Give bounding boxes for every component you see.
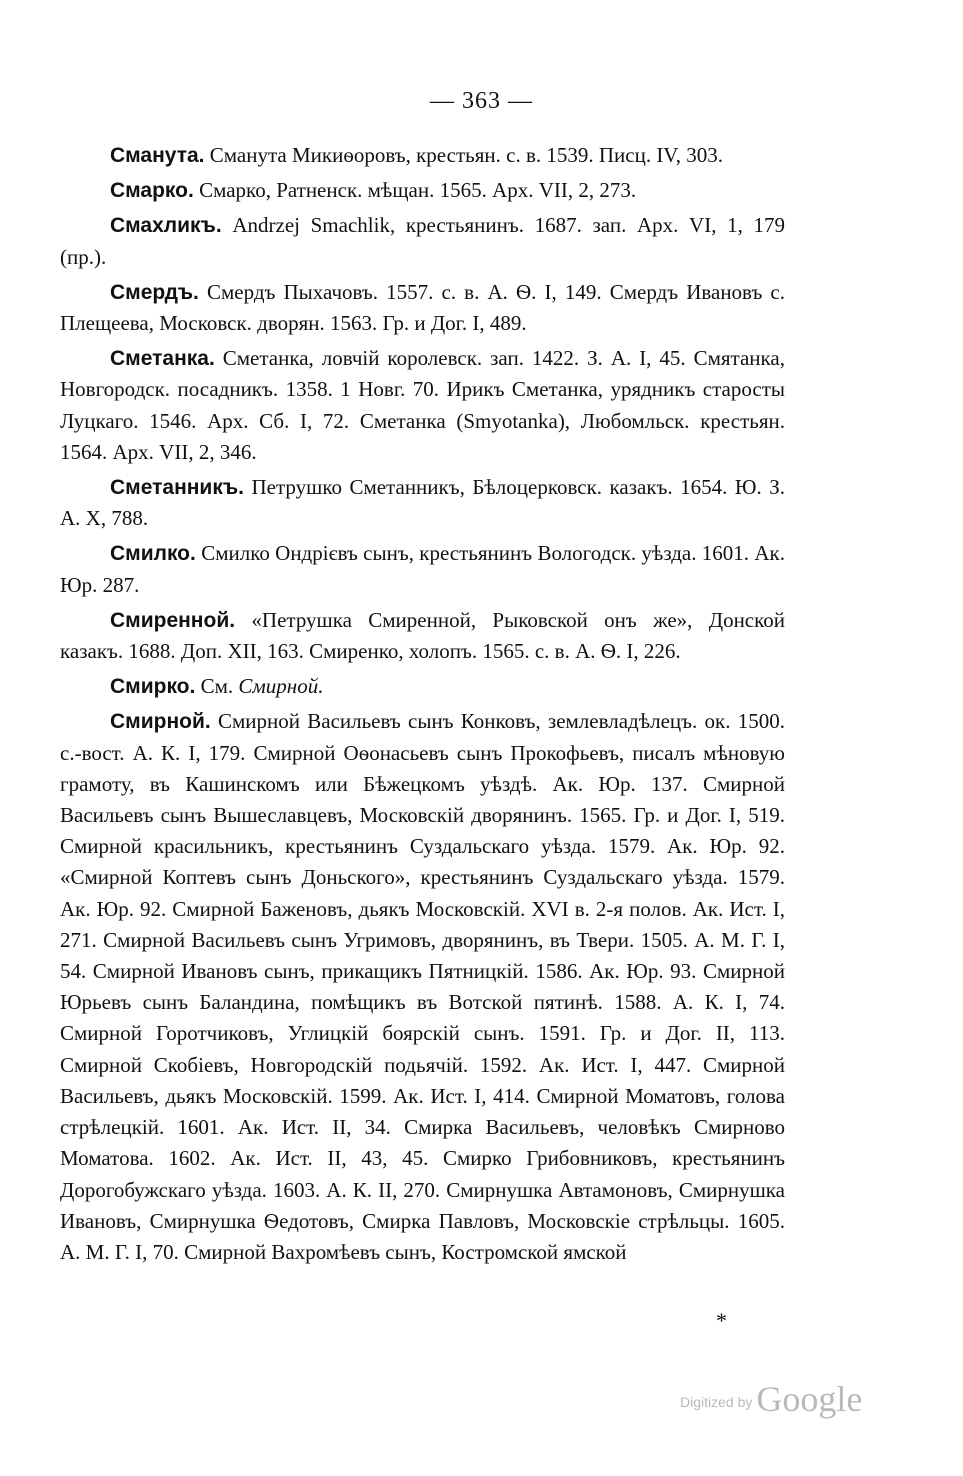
entry-text: Смирной Васильевъ сынъ Конковъ, землевладѣлецъ. ок. 1500. с.-вост. А. К. I, 179. Смирной Оѳонасьевъ сынъ Прокофьевъ, писалъ мѣновую грамоту, въ Кашинскомъ или Бѣжецкомъ уѣздѣ. Ак. Юр. 137. Смирной Васильевъ сынъ Вышеславцевъ, Московскій дворянинъ. 1565. Гр. и Дог. I, 519. Смирной красильникъ, крестьянинъ Суздальскаго уѣзда. 1579. Ак. Юр. 92. «Смирной Коптевъ сынъ Доньского», крестьянинъ Суздальскаго уѣзда. 1579. Ак. Юр. 92. Смирной Баженовъ, дьякъ Московскій. XVI в. 2-я полов. Ак. Ист. I, 271. Смирной Васильевъ сынъ Угримовъ, дворянинъ, въ Твери. 1505. А. М. Г. I, 54. Смирной Ивановъ сынъ, прикащикъ Пятницкій. 1586. Ак. Юр. 93. Смирной Юрьевъ сынъ Баландина, помѣщикъ въ Вотской пятинѣ. 1588. А. К. I, 74. Смирной Горотчиковъ, Углицкій боярскій сынъ. 1591. Гр. и Дог. II, 113. Смирной Скобіевъ, Новгородскій подьячій. 1592. Ак. Ист. I, 447. Смирной Васильевъ, дьякъ Московскій. 1599. Ак. Ист. I, 414. Смирной Моматовъ, голова стрѣлецкій. 1601. Ак. Ист. II, 34. Смирка Васильевъ, человѣкъ Смирново Моматова. 1602. Ак. Ист. II, 43, 45. Смирко Грибовниковъ, крестьянинъ Дорогобужскаго уѣзда. 1603. А. К. II, 270. Смирнушка Автамоновъ, Смирнушка Ивановъ, Смирнушка Ѳедотовъ, Смирка Павловъ, Московскіе стрѣльцы. 1605. А. М. Г. I, 70. Смирной Вахромѣевъ сынъ, Костромской ямской <box>60 709 785 1264</box>
entry-smakhlik <box>60 210 785 272</box>
entry-smirnoy <box>60 706 785 1268</box>
entry-headword: Смарко. <box>110 179 194 203</box>
entry-text: Сманута Микиѳоровъ, крестьян. с. в. 1539. Писц. IV, 303. <box>209 143 724 167</box>
entry-headword: Сманута. <box>110 144 205 167</box>
entry-headword: Смирной. <box>110 710 211 734</box>
entry-smilko <box>60 538 785 600</box>
entry-smetannik <box>60 472 785 534</box>
entry-headword: Смирко. <box>110 675 196 699</box>
page-number: — 363 — <box>430 88 533 114</box>
entry-text: См. <box>200 674 234 699</box>
entry-smetanka <box>60 343 785 468</box>
entry-text: Сметанка, ловчій королевск. зап. 1422. З. А. I, 45. Смятанка, Новгородск. посадникъ. 1358. 1 Новг. 70. Ирикъ Сметанка, урядникъ старосты Луцкаго. 1546. Арх. Сб. I, 72. Сметанка (Smyotanka), Любомльск. крестьян. 1564. Арх. VII, 2, 346. <box>60 346 785 464</box>
entry-headword: Смахликъ. <box>110 214 222 238</box>
entry-smerd <box>60 277 785 339</box>
digitized-watermark <box>680 1378 862 1420</box>
entry-smarko <box>60 175 785 206</box>
dictionary-text <box>60 140 785 1272</box>
google-logo: Google <box>756 1379 863 1419</box>
entry-text: Andrzej Smachlik, крестьянинъ. 1687. зап. Арх. VI, 1, 179 (пр.). <box>60 213 786 269</box>
entry-headword: Смиренной. <box>110 608 236 632</box>
entry-smanuta <box>60 140 785 171</box>
entry-smirko <box>60 671 785 702</box>
entry-headword: Смилко. <box>110 542 196 566</box>
watermark-label: Digitized by <box>680 1394 753 1410</box>
entry-smirennoy <box>60 605 785 667</box>
cross-reference: Смирной. <box>238 674 324 699</box>
entry-headword: Смердъ. <box>110 280 199 304</box>
entry-headword: Сметанка. <box>110 347 215 371</box>
entry-text: Смердъ Пыхачовъ. 1557. с. в. А. Ѳ. I, 149. Смердъ Ивановъ с. Плещеева, Московск. дворян. 1563. Гр. и Дог. I, 489. <box>60 279 785 336</box>
entry-headword: Сметанникъ. <box>110 476 244 500</box>
signature-mark: * <box>716 1308 727 1333</box>
entry-text: «Петрушка Смиренной, Рыковской онъ же», Донской казакъ. 1688. Доп. XII, 163. Смиренко, холопъ. 1565. с. в. А. Ѳ. I, 226. <box>60 607 785 664</box>
entry-text: Петрушко Сметанникъ, Бѣлоцерковск. казакъ. 1654. Ю. З. А. X, 788. <box>60 475 785 531</box>
entry-text: Смилко Ондрієвъ сынъ, крестьянинъ Вологодск. уѣзда. 1601. Ак. Юр. 287. <box>60 541 785 597</box>
entry-text: Смарко, Ратненск. мѣщан. 1565. Арх. VII, 2, 273. <box>199 178 637 203</box>
